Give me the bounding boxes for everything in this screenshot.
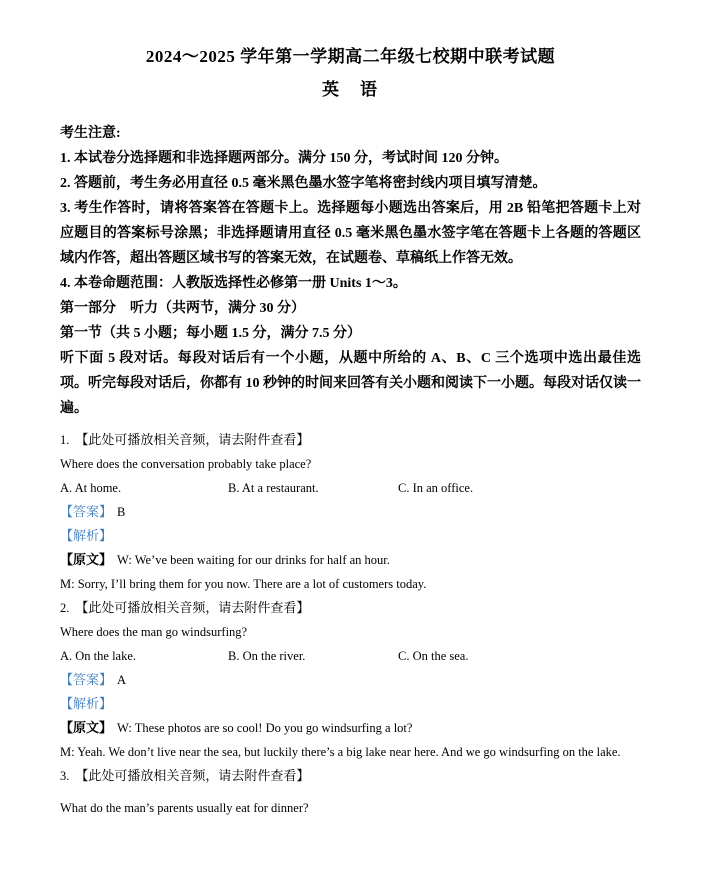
question-1-text: Where does the conversation probably take place? (60, 457, 312, 471)
question-1-options (60, 476, 641, 500)
listening-section-headings (60, 296, 641, 421)
question-1-analysis-line (60, 524, 641, 548)
answer-value: A (117, 673, 127, 687)
question-number: 1. (60, 433, 70, 447)
questions-section (60, 428, 641, 820)
transcript-label: 【原文】 (60, 720, 113, 735)
question-2-audio-line (60, 596, 641, 620)
question-2-transcript-line-2: M: Yeah. We don’t live near the sea, but luckily there’s a big lake near here. And we go windsurfing on the lake. (60, 745, 621, 759)
transcript-text: W: These photos are so cool! Do you go windsurfing a lot? (117, 721, 413, 735)
question-1-transcript-line-1 (60, 548, 641, 572)
question-2-transcript-line-1 (60, 716, 641, 740)
answer-label: 【答案】 (60, 672, 113, 687)
notice-item-1: 1. 本试卷分选择题和非选择题两部分。满分 150 分，考试时间 120 分钟。 (60, 151, 508, 166)
notice-item-3: 3. 考生作答时，请将答案答在答题卡上。选择题每小题选出答案后，用 2B 铅笔把答题卡上对应题目的答案标号涂黑；非选择题请用直径 0.5 毫米黑色墨水签字笔在答题卡上各题的答题区域内作答，超出答题区域书写的答案无效，在试题卷、草稿纸上作答无效。 (60, 201, 641, 266)
notice-item-2: 2. 答题前，考生务必用直径 0.5 毫米黑色墨水签字笔将密封线内项目填写清楚。 (60, 176, 547, 191)
analysis-label: 【解析】 (60, 528, 113, 543)
transcript-label: 【原文】 (60, 552, 113, 567)
question-1-answer-line (60, 500, 641, 524)
question-1-audio-line (60, 428, 641, 452)
option-a: A. On the lake. (60, 649, 137, 663)
subject-title: 英 语 (322, 80, 379, 99)
question-2-text: Where does the man go windsurfing? (60, 625, 248, 639)
question-3-audio-line (60, 764, 641, 788)
question-2-answer-line (60, 668, 641, 692)
question-3-text: What do the man’s parents usually eat for dinner? (60, 801, 309, 815)
option-c: C. In an office. (398, 481, 474, 495)
section-instructions: 听下面 5 段对话。每段对话后有一个小题，从题中所给的 A、B、C 三个选项中选出最佳选项。听完每段对话后，你都有 10 秒钟的时间来回答有关小题和阅读下一小题。每段对话仅读一遍。 (60, 351, 641, 416)
part-heading: 第一部分 听力（共两节，满分 30 分） (60, 301, 305, 316)
option-b: B. At a restaurant. (228, 481, 319, 495)
analysis-label: 【解析】 (60, 696, 113, 711)
page-title: 2024～2025 学年第一学期高二年级七校期中联考试题 (145, 47, 556, 66)
audio-note: 【此处可播放相关音频，请去附件查看】 (75, 432, 310, 447)
section-heading: 第一节（共 5 小题；每小题 1.5 分，满分 7.5 分） (60, 326, 361, 341)
question-1-transcript-line-2: M: Sorry, I’ll bring them for you now. There are a lot of customers today. (60, 577, 427, 591)
question-2-options (60, 644, 641, 668)
question-number: 2. (60, 601, 70, 615)
option-c: C. On the sea. (398, 649, 469, 663)
answer-label: 【答案】 (60, 504, 113, 519)
option-b: B. On the river. (228, 649, 306, 663)
audio-note: 【此处可播放相关音频，请去附件查看】 (75, 768, 310, 783)
notice-section (60, 121, 641, 296)
answer-value: B (117, 505, 126, 519)
notice-heading: 考生注意: (60, 126, 121, 141)
audio-note: 【此处可播放相关音频，请去附件查看】 (75, 600, 310, 615)
question-2-analysis-line (60, 692, 641, 716)
transcript-text: W: We’ve been waiting for our drinks for half an hour. (117, 553, 390, 567)
notice-item-4: 4. 本卷命题范围：人教版选择性必修第一册 Units 1～3。 (60, 276, 407, 291)
question-number: 3. (60, 769, 70, 783)
option-a: A. At home. (60, 481, 122, 495)
